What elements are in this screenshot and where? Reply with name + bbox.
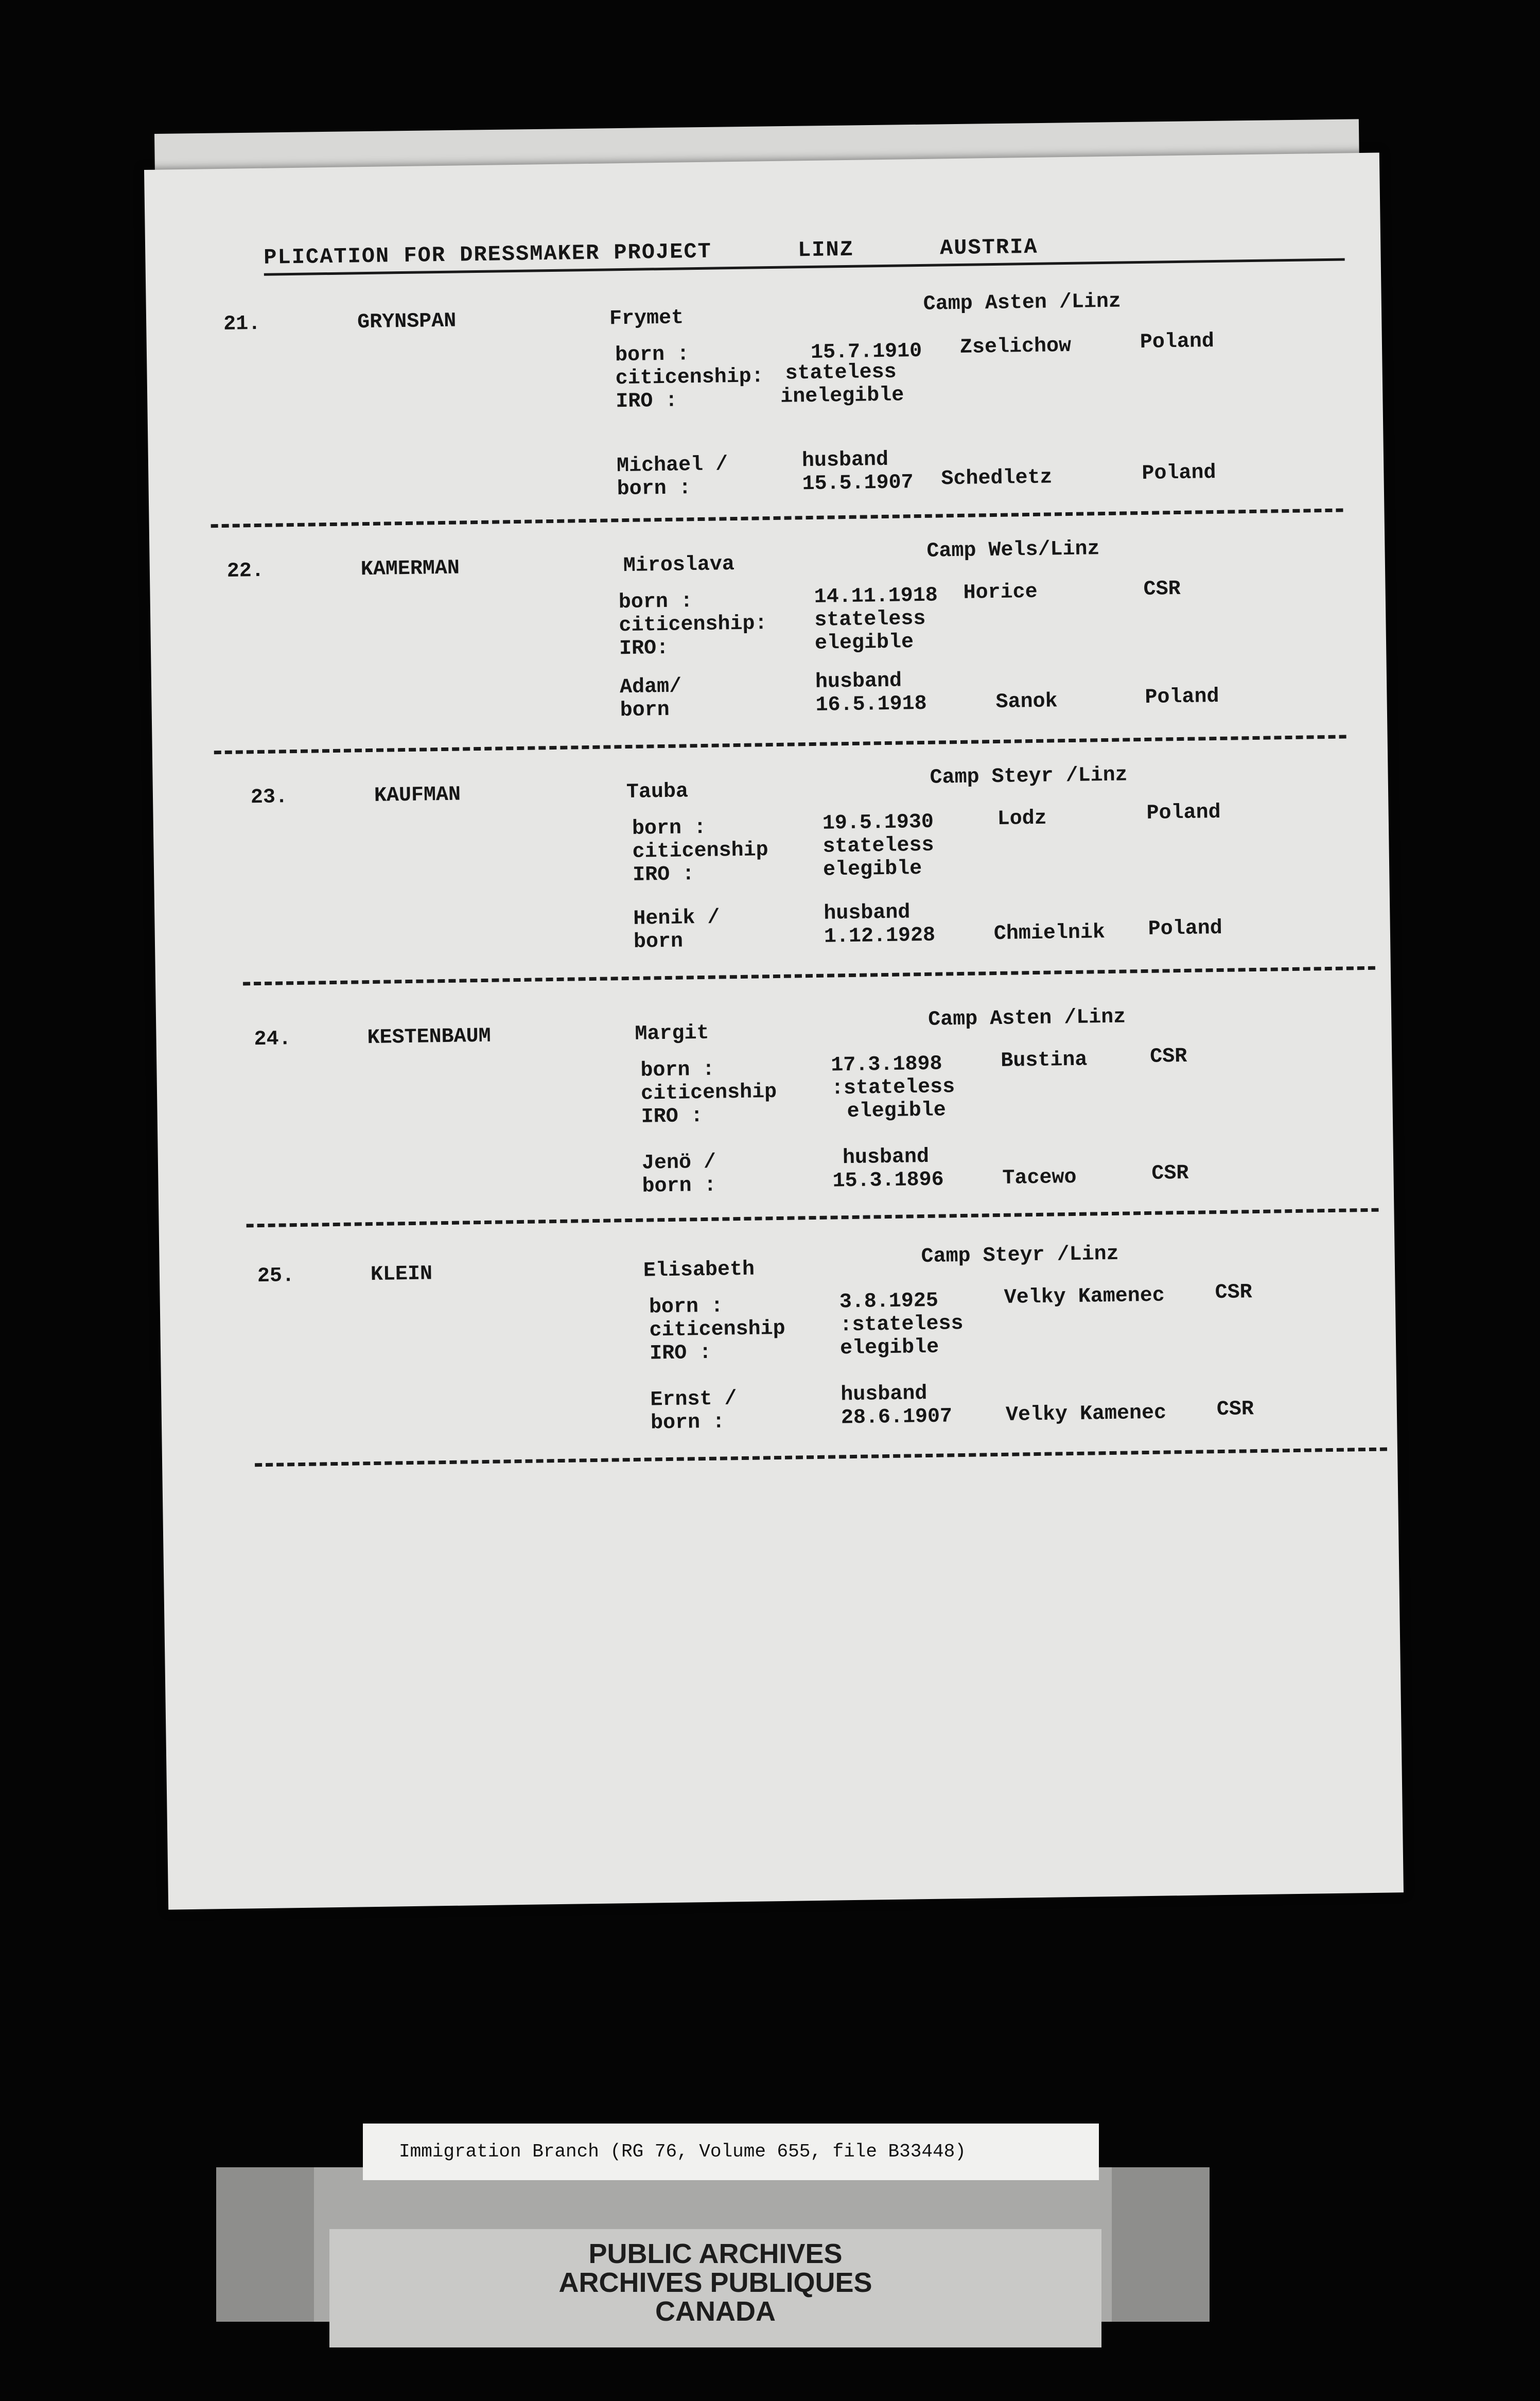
surname: KAMERMAN <box>360 556 460 582</box>
applicant-entry <box>159 1239 1394 1435</box>
citizenship-label: citicenship <box>649 1317 785 1343</box>
spouse-born-label: born <box>633 930 684 954</box>
citizenship-value: stateless <box>814 607 926 632</box>
entry-number: 24. <box>254 1028 291 1052</box>
surname: KESTENBAUM <box>367 1024 491 1050</box>
spouse-born-place: Schedletz <box>941 466 1053 491</box>
born-date: 14.11.1918 <box>814 584 938 609</box>
spouse-born-country: Poland <box>1145 685 1219 709</box>
camp: Camp Wels/Linz <box>926 537 1100 563</box>
born-date: 3.8.1925 <box>839 1289 939 1314</box>
born-place: Zselichow <box>959 334 1072 359</box>
applicant-entry <box>146 286 1381 501</box>
given-name: Miroslava <box>623 553 735 578</box>
born-date: 19.5.1930 <box>822 810 934 836</box>
iro-value: inelegible <box>780 384 904 409</box>
iro-label: IRO : <box>632 863 695 887</box>
spouse-name: Henik / <box>633 906 720 931</box>
born-date: 15.7.1910 <box>810 339 922 364</box>
spouse-born-date: 28.6.1907 <box>841 1405 953 1430</box>
citizenship-label: citicenship <box>632 839 768 864</box>
born-country: CSR <box>1215 1281 1252 1305</box>
spouse-born-label: born <box>620 698 670 723</box>
given-name: Frymet <box>609 306 684 331</box>
iro-label: IRO : <box>649 1341 712 1366</box>
document-header <box>264 230 1345 275</box>
surname: GRYNSPAN <box>357 309 457 335</box>
document-page <box>144 152 1404 1909</box>
born-label: born : <box>618 590 693 615</box>
tab-edge-left <box>216 2167 314 2322</box>
iro-value: elegible <box>822 857 922 882</box>
spouse-born-place: Chmielnik <box>993 921 1106 946</box>
citizenship-value: stateless <box>822 833 934 859</box>
entry-divider <box>255 1448 1387 1467</box>
spouse-born-date: 1.12.1928 <box>824 924 936 949</box>
given-name: Tauba <box>626 780 689 805</box>
citizenship-value: :stateless <box>839 1312 964 1337</box>
entry-divider <box>243 966 1375 986</box>
applicant-entry <box>156 1002 1391 1198</box>
spouse-born-place: Tacewo <box>1002 1165 1077 1190</box>
citizenship-value: :stateless <box>831 1075 955 1101</box>
born-country: CSR <box>1143 577 1181 601</box>
entry-divider <box>214 735 1346 754</box>
applicant-entry <box>149 533 1385 723</box>
header-title: PLICATION FOR DRESSMAKER PROJECT <box>264 239 712 270</box>
born-label: born : <box>615 343 690 368</box>
spouse-relation: husband <box>815 669 902 694</box>
stamp-line-3: CANADA <box>655 2296 776 2327</box>
header-country: AUSTRIA <box>939 234 1038 261</box>
stamp-line-2: ARCHIVES PUBLIQUES <box>558 2267 872 2298</box>
iro-label: IRO : <box>641 1105 704 1129</box>
camp: Camp Asten /Linz <box>923 290 1122 316</box>
spouse-relation: husband <box>841 1382 927 1407</box>
citizenship-label: citicenship <box>640 1081 777 1106</box>
citizenship-label: citicenship: <box>615 365 764 391</box>
entry-divider <box>211 509 1343 528</box>
born-place: Bustina <box>1001 1048 1088 1073</box>
spouse-relation: husband <box>823 901 911 926</box>
given-name: Margit <box>635 1021 709 1046</box>
spouse-name: Ernst / <box>650 1387 737 1412</box>
archive-stamp <box>329 2239 1101 2326</box>
spouse-born-date: 16.5.1918 <box>815 692 927 717</box>
born-place: Horice <box>963 580 1038 605</box>
spouse-born-country: CSR <box>1151 1161 1189 1186</box>
spouse-born-date: 15.5.1907 <box>802 471 914 496</box>
entry-divider <box>247 1208 1379 1228</box>
entry-number: 25. <box>257 1264 295 1289</box>
spouse-born-place: Sanok <box>995 690 1058 714</box>
spouse-relation: husband <box>801 448 889 473</box>
iro-value: elegible <box>839 1335 939 1361</box>
born-country: Poland <box>1146 801 1221 825</box>
spouse-born-label: born : <box>617 477 692 501</box>
spouse-name: Adam/ <box>619 675 682 700</box>
born-date: 17.3.1898 <box>831 1052 942 1077</box>
camp: Camp Asten /Linz <box>927 1005 1126 1032</box>
spouse-born-country: CSR <box>1216 1398 1254 1422</box>
entry-number: 21. <box>223 312 261 336</box>
born-label: born : <box>640 1058 715 1083</box>
surname: KAUFMAN <box>374 783 461 808</box>
spouse-born-date: 15.3.1896 <box>832 1168 944 1193</box>
citizenship-label: citicenship: <box>619 612 767 638</box>
spouse-name: Michael / <box>616 453 728 478</box>
tab-edge-right <box>1112 2167 1210 2322</box>
archive-reference-label: Immigration Branch (RG 76, Volume 655, file B33448) <box>363 2124 1099 2180</box>
applicant-entry <box>152 760 1388 954</box>
citizenship-value: stateless <box>785 360 897 386</box>
camp: Camp Steyr /Linz <box>921 1242 1119 1269</box>
born-country: CSR <box>1149 1045 1187 1069</box>
born-label: born : <box>632 816 707 841</box>
iro-value: elegible <box>847 1099 947 1124</box>
spouse-born-label: born : <box>642 1174 717 1198</box>
iro-value: elegible <box>814 631 914 655</box>
surname: KLEIN <box>370 1262 433 1287</box>
header-city: LINZ <box>797 237 854 263</box>
iro-label: IRO: <box>619 636 669 661</box>
born-country: Poland <box>1140 330 1215 355</box>
given-name: Elisabeth <box>643 1258 755 1283</box>
born-place: Lodz <box>997 807 1047 831</box>
spouse-born-place: Velky Kamenec <box>1005 1401 1167 1427</box>
entry-number: 22. <box>226 559 265 583</box>
spouse-relation: husband <box>842 1145 930 1170</box>
iro-label: IRO : <box>616 389 678 414</box>
spouse-born-country: Poland <box>1148 916 1223 941</box>
born-label: born : <box>649 1295 724 1319</box>
entry-number: 23. <box>250 786 288 810</box>
born-place: Velky Kamenec <box>1004 1284 1165 1310</box>
spouse-born-label: born : <box>650 1411 725 1435</box>
spouse-born-country: Poland <box>1142 461 1216 485</box>
stamp-line-1: PUBLIC ARCHIVES <box>588 2238 843 2269</box>
spouse-name: Jenö / <box>641 1151 716 1175</box>
camp: Camp Steyr /Linz <box>930 763 1128 790</box>
